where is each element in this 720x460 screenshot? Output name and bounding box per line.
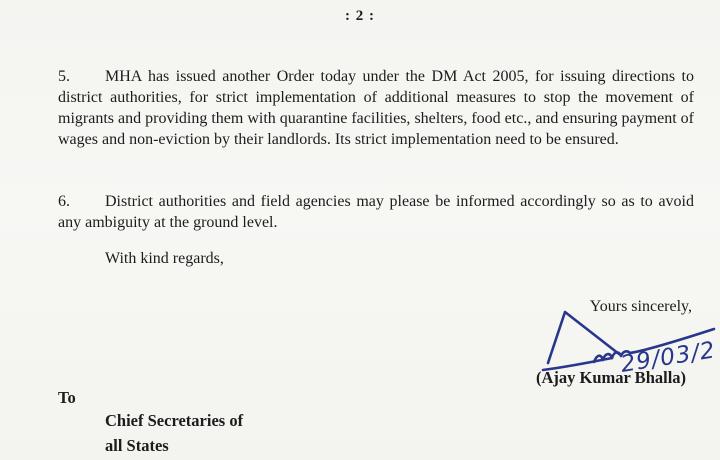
closing-line: Yours sincerely,: [589, 298, 692, 315]
paragraph-5-text: MHA has issued another Order today under the DM Act 2005, for issuing directions to district authorities, for strict implementation of additional measures to stop the movement of migrants and providing them with quarantine facilities, shelters, food etc., and ensuring payment of wages and non-eviction by their landlords. Its strict implementation need to be ensured.: [58, 68, 694, 148]
paragraph-5-number: 5.: [58, 68, 70, 85]
recipient-to-label: To: [58, 388, 76, 407]
paragraph-6: [58, 191, 694, 233]
paragraph-5: [58, 66, 694, 150]
page-number: : 2 :: [345, 8, 375, 24]
signatory-name: (Ajay Kumar Bhalla): [536, 368, 687, 387]
signature-date: 29/03/2: [618, 337, 718, 378]
paragraph-6-text: District authorities and field agencies may please be informed accordingly so as to avoid any ambiguity at the ground level.: [58, 193, 694, 231]
regards-line: With kind regards,: [105, 250, 224, 267]
recipient-line-2: all States: [105, 436, 169, 455]
recipient-line-1: Chief Secretaries of: [105, 411, 244, 430]
paragraph-6-number: 6.: [58, 193, 70, 210]
